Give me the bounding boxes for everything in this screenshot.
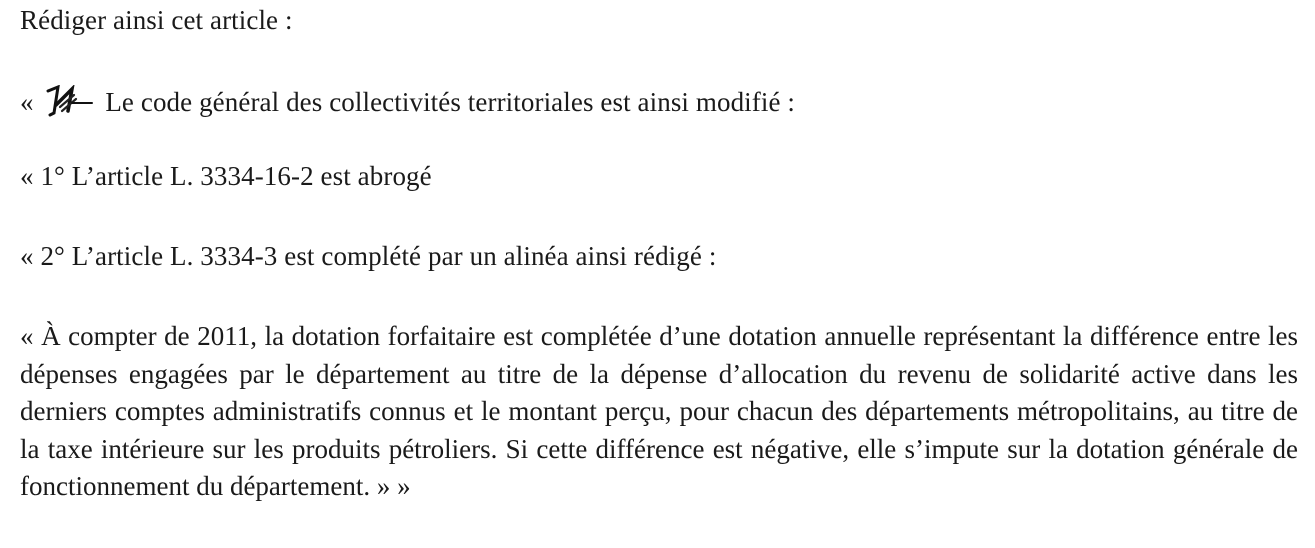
- article-paragraph: « À compter de 2011, la dotation forfaitaire est complétée d’une dotation annuelle représentant la différence entre les dépenses engagées par le département au titre de la dépense d’allocation du revenu de solidarité active dans les derniers comptes administratifs connus et le montant perçu, pour chacun des départements métropolitains, au titre de la taxe intérieure sur les produits pétroliers. Si cette différence est négative, elle s’impute sur la dotation générale de fonctionnement du département. » »: [20, 321, 1298, 501]
- code-modification-line: [20, 85, 795, 118]
- item-1-line: « 1° L’article L. 3334-16-2 est abrogé: [20, 161, 432, 191]
- code-modification-text: Le code général des collectivités territoriales est ainsi modifié :: [105, 87, 796, 117]
- item-2-line: « 2° L’article L. 3334-3 est complété par un alinéa ainsi rédigé :: [20, 241, 717, 271]
- opening-quote: «: [20, 87, 34, 117]
- handwritten-strikeout-icon: [42, 85, 94, 117]
- intro-line: Rédiger ainsi cet article :: [20, 5, 293, 35]
